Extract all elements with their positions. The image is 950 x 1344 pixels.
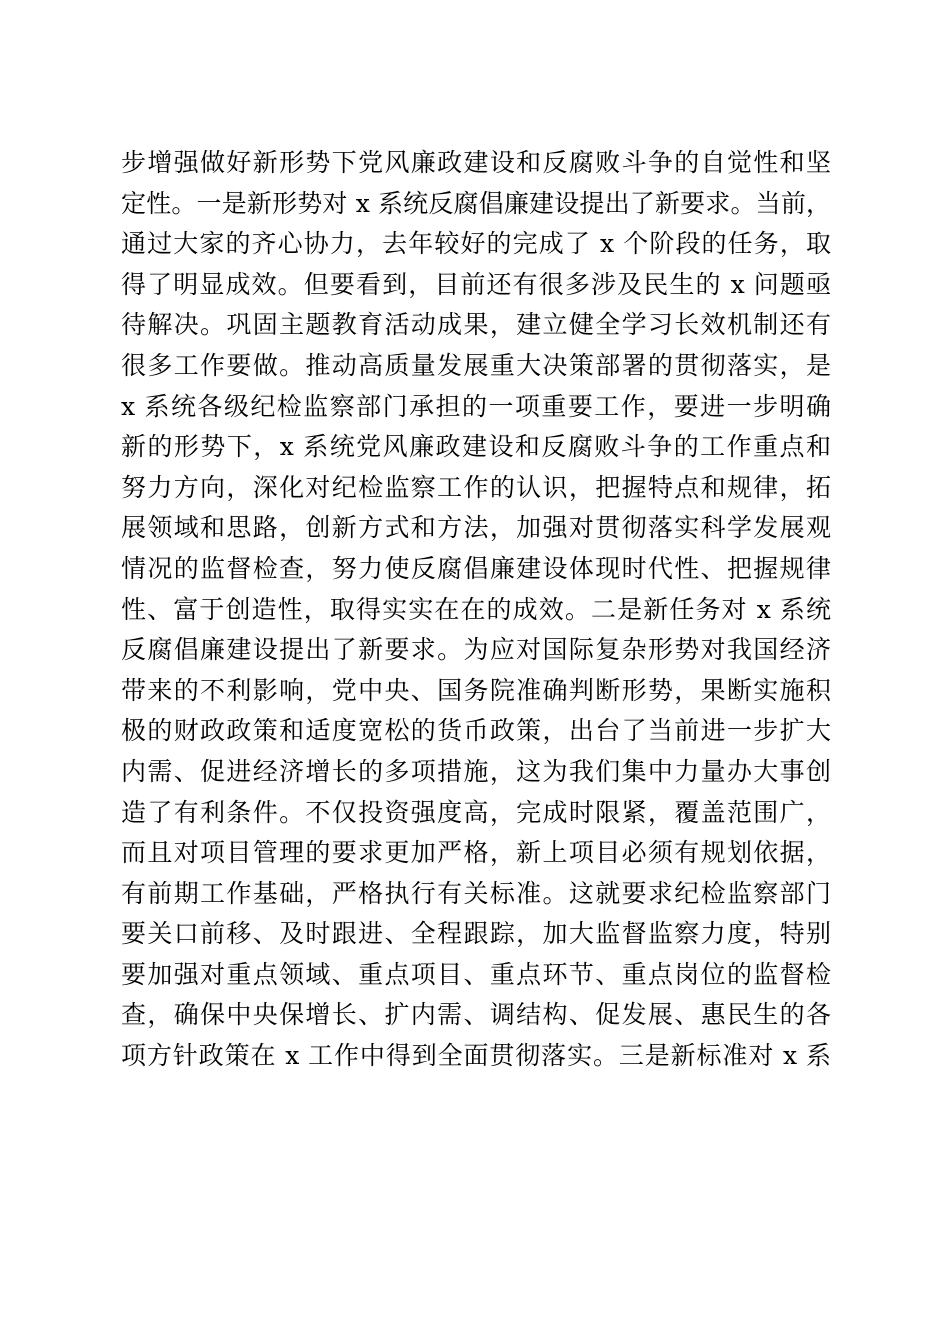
text-line: 情况的监督检查，努力使反腐倡廉建设体现时代性、把握规律 bbox=[121, 553, 831, 583]
text-line: 通过大家的齐心协力，去年较好的完成了 x 个阶段的任务，取 bbox=[121, 229, 831, 259]
text-line: 展领域和思路，创新方式和方法，加强对贯彻落实科学发展观 bbox=[121, 513, 831, 543]
text-line: 要加强对重点领域、重点项目、重点环节、重点岗位的监督检 bbox=[121, 959, 831, 989]
text-line: 项方针政策在 x 工作中得到全面贯彻落实。三是新标准对 x 系 bbox=[121, 1041, 831, 1071]
text-line: 极的财政政策和适度宽松的货币政策，出台了当前进一步扩大 bbox=[121, 716, 831, 746]
text-line: 而且对项目管理的要求更加严格，新上项目必须有规划依据， bbox=[121, 838, 831, 868]
text-line: 有前期工作基础，严格执行有关标准。这就要求纪检监察部门 bbox=[121, 878, 831, 908]
text-line: 待解决。巩固主题教育活动成果，建立健全学习长效机制还有 bbox=[121, 310, 831, 340]
text-line: x 系统各级纪检监察部门承担的一项重要工作，要进一步明确 bbox=[121, 391, 831, 421]
text-line: 很多工作要做。推动高质量发展重大决策部署的贯彻落实，是 bbox=[121, 350, 831, 380]
text-line: 步增强做好新形势下党风廉政建设和反腐败斗争的自觉性和坚 bbox=[121, 148, 831, 177]
text-line: 性、富于创造性，取得实实在在的成效。二是新任务对 x 系统 bbox=[121, 594, 831, 624]
text-line: 造了有利条件。不仅投资强度高，完成时限紧，覆盖范围广， bbox=[121, 797, 831, 827]
text-line: 内需、促进经济增长的多项措施，这为我们集中力量办大事创 bbox=[121, 756, 831, 786]
text-line: 要关口前移、及时跟进、全程跟踪，加大监督监察力度，特别 bbox=[121, 919, 831, 949]
text-line: 反腐倡廉建设提出了新要求。为应对国际复杂形势对我国经济 bbox=[121, 635, 831, 665]
text-line: 努力方向，深化对纪检监察工作的认识，把握特点和规律，拓 bbox=[121, 472, 831, 502]
text-line: 带来的不利影响，党中央、国务院准确判断形势，果断实施积 bbox=[121, 675, 831, 705]
text-line: 查，确保中央保增长、扩内需、调结构、促发展、惠民生的各 bbox=[121, 1000, 831, 1030]
text-line: 新的形势下，x 系统党风廉政建设和反腐败斗争的工作重点和 bbox=[121, 432, 831, 462]
text-line: 定性。一是新形势对 x 系统反腐倡廉建设提出了新要求。当前， bbox=[121, 188, 831, 218]
text-line: 得了明显成效。但要看到，目前还有很多涉及民生的 x 问题亟 bbox=[121, 269, 831, 299]
body-paragraph bbox=[121, 143, 831, 1077]
